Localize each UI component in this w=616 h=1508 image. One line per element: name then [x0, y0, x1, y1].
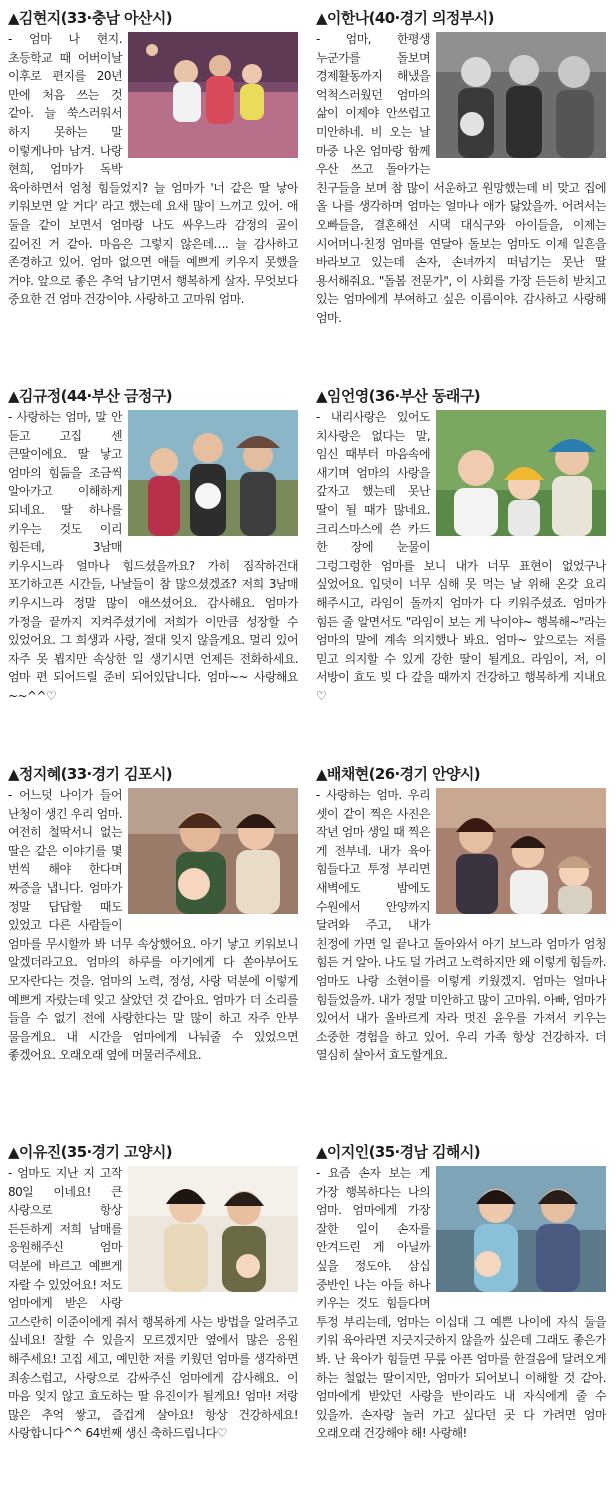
letter-entry-8: [316, 1142, 606, 1497]
letter-text: - 요즘 손자 보는 게 가장 행복하다는 나의 엄마. 엄마에게 가장 잘한 일이 손자를 안겨드린 게 아닐까 싶을 정도야. 삼십 중반인 나는 아들 하나 키우는 것도 힘들다며 투정 부리는데, 엄마는 이십대 그 예쁜 나이에 자식 둘을 키워 육아라면 지긋지긋하지 않을까 싶은데 그래도 좋은가 봐. 난 육아가 힘들면 무릎 아픈 엄마를 한걸음에 달려오게 하는 철없는 딸이지만, 엄마가 되어보니 이해할 것 같아. 엄마에게 받았던 사랑을 반이라도 내 자식에게 줄 수 있을까. 손자랑 놀러 가고 싶다던 곳 다 가려면 엄마 오래오래 건강해야 해! 사랑해!: [316, 1166, 606, 1441]
family-photo-icon: [436, 410, 606, 536]
family-photo-icon: [436, 32, 606, 158]
family-photo-icon: [436, 788, 606, 914]
family-photo-icon: [128, 788, 298, 914]
letter-text: - 엄마, 한평생 누군가를 돌보며 경제활동까지 해냈을 억척스러웠던 엄마의 삶이 이제야 안쓰럽고 미안하네. 비 오는 날 마중 나온 엄마랑 함께 우산 쓰고 돌아가는 친구들을 보며 참 많이 서운하고 원망했는데 비 맞고 집에 올 나를 생각하며 엄마는 얼마나 애가 닳았을까. 어려서는 오빠들을, 결혼해선 시댁 대식구와 아이들을, 이제는 시어머니·친정 엄마를 연달아 돌보는 엄마도 이제 일흔을 바라보고 있는데 손자, 손녀까지 떠넘기는 못난 딸 용서해줘요. "돌봄 전문가", 이 사회를 가장 든든히 받치고 있는 엄마에게 부여하고 싶은 이름이야. 감사하고 사랑해 엄마.: [316, 32, 606, 325]
author-name: ▲김현지(33·충남 아산시): [8, 9, 172, 27]
author-name: ▲김규정(44·부산 금정구): [8, 387, 172, 405]
letter-entry-1: [8, 8, 298, 363]
author-name: ▲임언영(36·부산 동래구): [316, 387, 480, 405]
letter-text: - 어느덧 나이가 들어 난청이 생긴 우리 엄마. 여전히 철딱서니 없는 딸은 같은 이야기를 몇 번씩 해야 한다며 짜증을 냅니다. 엄마가 정말 답답할 때도 있었고 다른 사람들이 엄마를 무시할까 봐 너무 속상했어요. 아기 낳고 키워보니 알겠더라고요. 엄마의 하루를 아기에게 다 쏟아부어도 모자란다는 것을. 엄마의 노력, 정성, 사랑 덕분에 이렇게 예쁘게 자랐는데 잊고 살았던 것 같아요. 엄마가 더 소리를 들을 수 없기 전에 사랑한다는 말 많이 하고 자주 안부 물을게요. 내 시간을 엄마에게 나눠줄 수 있었으면 좋겠어요. 오래오래 옆에 머물러주세요.: [8, 788, 298, 1063]
family-photo-icon: [436, 1166, 606, 1292]
letter-text: - 사랑하는 엄마. 우리 셋이 같이 찍은 사진은 작년 엄마 생일 때 찍은 게 전부네. 내가 육아 힘들다고 투정 부리면 새벽에도 밤에도 수원에서 안양까지 달려와 주고, 내가 친정에 가면 일 끝나고 돌아와서 아기 보느라 엄마가 엄청 힘든 거 알아. 나도 덜 가려고 노력하지만 왜 이렇게 힘들까. 엄마도 나랑 소현이를 이렇게 키웠겠지. 엄마는 얼마나 힘들었을까. 내가 정말 미안하고 많이 고마워. 아빠, 엄마가 있어서 내가 올바르게 자라 멋진 윤우를 가져서 키우는 소중한 경험을 하고 있어. 우리 가족 항상 건강하자. 더 열심히 살아서 효도할게요.: [316, 788, 606, 1063]
letter-text: - 사랑하는 엄마, 말 안 듣고 고집 센 큰딸이에요. 딸 낳고 엄마의 힘듦을 조금씩 알아가고 이해하게 되네요. 딸 하나를 키우는 것도 이리 힘든데, 3남매 키우시느라 얼마나 힘드셨을까요? 가히 짐작하건대 포기하고픈 시간들, 나날들이 참 많으셨겠죠? 저희 3남매 키우시느라 정말 많이 애쓰셨어요. 감사해요. 엄마가 가정을 끝까지 지켜주셨기에 저희가 이만큼 성장할 수 있었어요. 그 희생과 사랑, 절대 잊지 않을게요. 멀리 있어 자주 못 뵙지만 속상한 일 생기시면 언제든 전화하세요. 엄마 편 되어드릴 준비 되어있답니다. 엄마~~ 사랑해요~~^^♡: [8, 410, 298, 703]
author-name: ▲배채현(26·경기 안양시): [316, 765, 480, 783]
author-name: ▲이지인(35·경남 김해시): [316, 1143, 480, 1161]
letter-text: - 엄마도 지난 지 고작 80일 이네요! 큰 사랑으로 항상 든든하게 저희 남매를 응원해주신 엄마 덕분에 바르고 예쁘게 자랄 수 있었어요! 저도 엄마에게 받은 사랑 고스란히 이준이에게 줘서 행복하게 사는 방법을 알려주고 싶네요! 잘할 수 있을지 모르겠지만 옆에서 많은 응원 해주세요! 고집 세고, 예민한 저를 키웠던 엄마를 생각하면 죄송스럽고, 사랑으로 감싸주신 엄마에게 감사해요. 이 마음 잊지 않고 효도하는 딸 유진이가 될게요! 엄마! 저랑 많은 추억 쌓고, 즐겁게 살아요! 항상 건강하세요! 사랑합니다^^ 64번째 생신 축하드립니다♡: [8, 1166, 298, 1441]
letter-text: - 엄마 나 현지. 초등학교 때 어버이날 이후로 편지를 20년 만에 처음 쓰는 것 같아. 늘 쑥스러워서 하지 못하는 말 이렇게나마 남겨. 나랑 현희, 엄마가 독박 육아하면서 엄청 힘들었지? 늘 엄마가 '너 같은 딸 낳아 키워보면 알 거다' 라고 했는데 요새 많이 느끼고 있어. 애 둘을 같이 보면서 엄마랑 나도 싸우느라 감정의 골이 깊어진 거 같아. 마음은 그렇지 않은데…. 늘 감사하고 존경하고 있어. 엄마 없으면 애들 예쁘게 키우지 못했을 거야. 앞으로 좋은 추억 남기면서 행복하게 살자. 무엇보다 중요한 건 엄마 건강이야. 사랑하고 고마워 엄마.: [8, 32, 298, 307]
letter-entry-2: [316, 8, 606, 363]
author-name: ▲정지혜(33·경기 김포시): [8, 765, 172, 783]
letter-entry-6: [316, 764, 606, 1119]
family-photo-icon: [128, 32, 298, 158]
letter-entry-4: [316, 386, 606, 741]
family-photo-icon: [128, 410, 298, 536]
letter-entry-3: [8, 386, 298, 741]
letter-entry-7: [8, 1142, 298, 1497]
letter-text: - 내리사랑은 있어도 치사랑은 없다는 말, 임신 때부터 마음속에 새기며 엄마의 사랑을 갚자고 했는데 못난 딸이 될 때가 많네요. 크리스마스에 쓴 카드 한 장에 눈물이 그렁그렁한 엄마를 보니 내가 너무 표현이 없었구나 싶었어요. 입덧이 너무 심해 못 먹는 날 위해 온갖 요리 해주시고, 라임이 돌까지 엄마가 다 키워주셨죠. 엄마가 힘든 줄 알면서도 "라임이 보는 게 낙이야~ 행복해~"라는 엄마의 말에 계속 의지했나 봐요. 엄마~ 앞으로는 저를 믿고 의지할 수 있게 강한 딸이 될게요. 라임이, 저, 이 서방이 효도 빚 다 갚을 때까지 건강하고 행복하게 지내요♡: [316, 410, 606, 703]
letter-entry-5: [8, 764, 298, 1119]
author-name: ▲이한나(40·경기 의정부시): [316, 9, 494, 27]
author-name: ▲이유진(35·경기 고양시): [8, 1143, 172, 1161]
family-photo-icon: [128, 1166, 298, 1292]
